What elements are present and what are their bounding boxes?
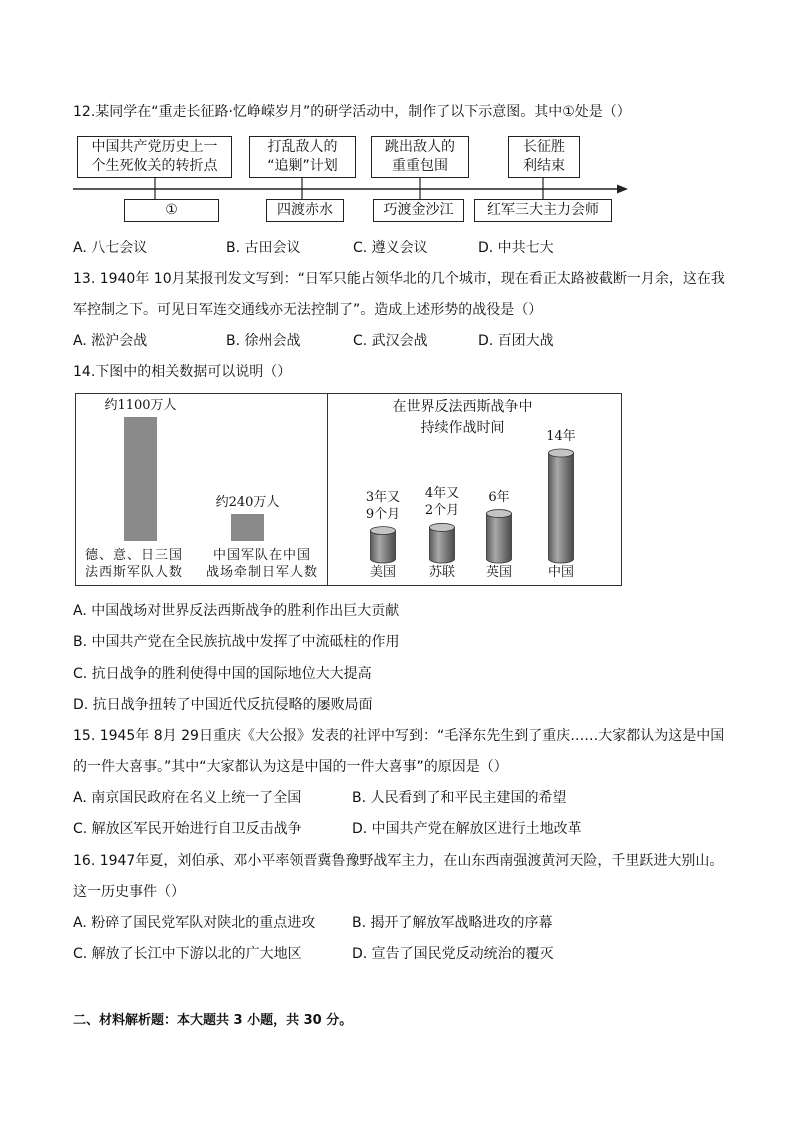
q16-option-a: A. 粉碎了国民党军队对陕北的重点进攻 <box>73 915 316 931</box>
q16-option-d: D. 宣告了国民党反动统治的覆灭 <box>352 946 554 962</box>
data-label-usa-line1: 3年又 <box>365 489 401 505</box>
q15-line-1: 15. 1945年 8月 29日重庆《大公报》发表的社评中写到：“毛泽东先生到了重庆……大家都认为这是中国 <box>73 728 725 744</box>
timeline-top-box-1-line1: 中国共产党历史上一 <box>91 139 218 155</box>
cylinder-bar-ussr <box>430 523 455 563</box>
q13-option-a: A. 淞沪会战 <box>73 333 148 349</box>
data-label-axis-troops: 约1100万人 <box>104 398 177 413</box>
cylinder-cap-usa <box>371 527 396 535</box>
q14-stem: 14.下图中的相关数据可以说明（） <box>73 364 292 380</box>
category-label-japan-troops-held-line1: 中国军队在中国 <box>212 548 311 563</box>
data-label-ussr-line1: 4年又 <box>424 486 460 502</box>
category-label-uk: 英国 <box>485 565 512 580</box>
data-label-usa <box>353 489 413 523</box>
category-label-ussr: 苏联 <box>428 565 455 580</box>
q12-option-a: A. 八七会议 <box>73 240 148 256</box>
q12-option-b: B. 古田会议 <box>226 240 301 256</box>
q14-option-c: C. 抗日战争的胜利使得中国的国际地位大大提高 <box>73 666 372 682</box>
q15-option-b: B. 人民看到了和平民主建国的希望 <box>352 790 567 806</box>
q13-option-d: D. 百团大战 <box>478 333 554 349</box>
data-label-uk <box>469 489 529 506</box>
q15-option-d: D. 中国共产党在解放区进行土地改革 <box>352 821 582 837</box>
category-label-axis-troops-line1: 德、意、日三国 <box>84 548 183 563</box>
q14-option-a: A. 中国战场对世界反法西斯战争的胜利作出巨大贡献 <box>73 603 400 619</box>
q16-line-1: 16. 1947年夏，刘伯承、邓小平率领晋冀鲁豫野战军主力，在山东西南强渡黄河天险，千里跃进大别山。 <box>73 853 724 869</box>
q15-option-a: A. 南京国民政府在名义上统一了全国 <box>73 790 302 806</box>
data-label-ussr-line2: 2个月 <box>424 503 460 519</box>
timeline-bottom-box-2-label: 四渡赤水 <box>277 202 333 218</box>
q12-option-d: D. 中共七大 <box>478 240 554 256</box>
cylinder-cap-uk <box>487 510 512 518</box>
cylinder-body-usa <box>371 531 396 563</box>
cylinder-body-uk <box>487 514 512 563</box>
q16-line-2: 这一历史事件（） <box>73 884 185 900</box>
q13-line-2: 军控制之下。可见日军连交通线亦无法控制了”。造成上述形势的战役是（） <box>73 302 543 318</box>
cylinder-cap-ussr <box>430 523 455 531</box>
cylinder-body-china <box>549 453 574 563</box>
cylinder-bar-usa <box>371 527 396 563</box>
data-label-ussr <box>412 485 472 519</box>
q12-stem: 12.某同学在“重走长征路·忆峥嵘岁月”的研学活动中，制作了以下示意图。其中①处是（） <box>73 104 631 120</box>
cylinder-body-ussr <box>430 527 455 563</box>
q16-option-b: B. 揭开了解放军战略进攻的序幕 <box>352 915 553 931</box>
category-label-axis-troops-line2: 法西斯军队人数 <box>84 565 183 580</box>
right-chart-title-line1: 在世界反法西斯战争中 <box>392 399 533 415</box>
cylinder-cap-china <box>549 449 574 457</box>
category-label-china: 中国 <box>547 565 574 580</box>
q14-option-b: B. 中国共产党在全民族抗战中发挥了中流砥柱的作用 <box>73 634 400 650</box>
cylinder-bar-china <box>549 449 574 563</box>
timeline-top-box-4-line1: 长征胜 <box>523 139 565 155</box>
q16-option-c: C. 解放了长江中下游以北的广大地区 <box>73 946 302 962</box>
data-label-uk-line1: 6年 <box>488 489 510 505</box>
section-2-heading: 二、材料解析题：本大题共 3 小题，共 30 分。 <box>73 1013 353 1028</box>
timeline-top-box-3-line1: 跳出敌人的 <box>385 139 455 155</box>
q13-line-1: 13. 1940年 10月某报刊发文写到：“日军只能占领华北的几个城市，现在看正太路被截断一月余，这在我 <box>73 271 725 287</box>
timeline-bottom-box-1-label: ① <box>165 202 178 218</box>
category-label-japan-troops-held-line2: 战场牵制日军人数 <box>205 565 318 580</box>
data-label-china <box>531 428 591 445</box>
data-label-china-line1: 14年 <box>546 429 576 444</box>
timeline-top-box-3-line2: 重重包围 <box>392 158 448 174</box>
category-label-usa: 美国 <box>369 565 396 580</box>
q12-option-c: C. 遵义会议 <box>353 240 428 256</box>
timeline-top-box-4-line2: 利结束 <box>523 158 565 174</box>
q14-option-d: D. 抗日战争扭转了中国近代反抗侵略的屡败局面 <box>73 697 373 713</box>
data-label-usa-line2: 9个月 <box>365 506 401 522</box>
right-chart-title-line2: 持续作战时间 <box>420 420 505 436</box>
timeline-bottom-box-3-label: 巧渡金沙江 <box>383 202 454 218</box>
timeline-bottom-box-4-label: 红军三大主力会师 <box>487 202 599 218</box>
data-label-japan-troops-held: 约240万人 <box>215 494 280 510</box>
q15-line-2: 的一件大喜事。”其中“大家都认为这是中国的一件大喜事”的原因是（） <box>73 759 508 775</box>
cylinder-bar-uk <box>487 510 512 563</box>
timeline-top-box-2-line2: “追剿”计划 <box>267 158 338 174</box>
q15-option-c: C. 解放区军民开始进行自卫反击战争 <box>73 821 302 837</box>
q13-option-b: B. 徐州会战 <box>226 333 301 349</box>
timeline-top-box-2-line1: 打乱敌人的 <box>267 139 338 155</box>
timeline-top-box-1-line2: 个生死攸关的转折点 <box>91 158 218 174</box>
q13-option-c: C. 武汉会战 <box>353 333 428 349</box>
